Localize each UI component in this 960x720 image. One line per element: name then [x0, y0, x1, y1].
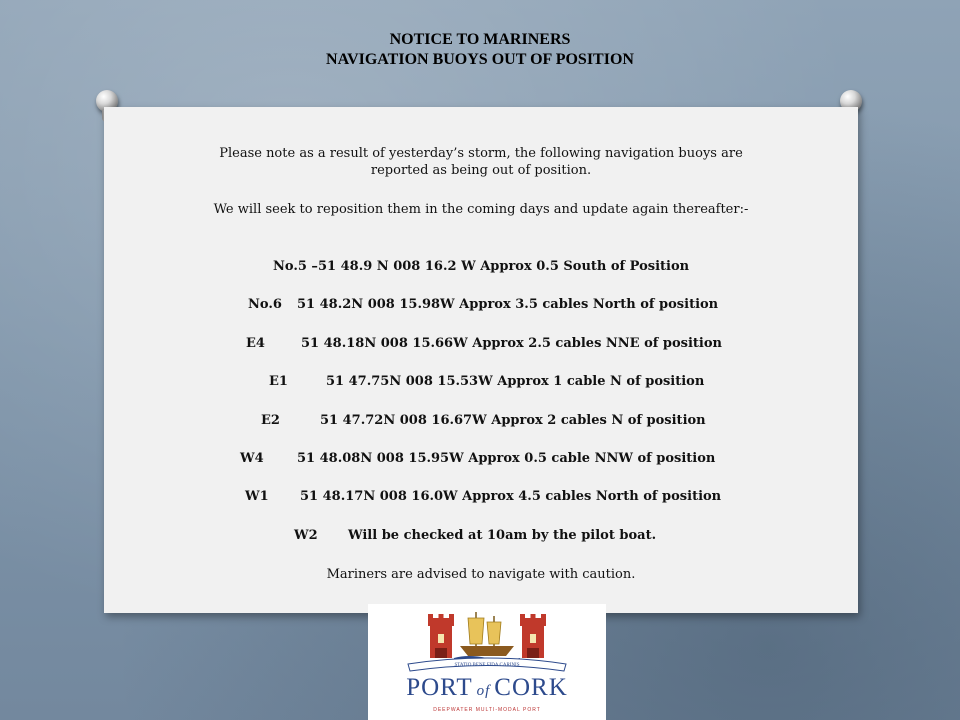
title-line-2: NAVIGATION BUOYS OUT OF POSITION: [326, 51, 634, 68]
logo-name-part1: PORT: [406, 674, 473, 701]
title-line-1: NOTICE TO MARINERS: [389, 31, 571, 48]
reposition-text: We will seek to reposition them in the coming days and update again thereafter:-: [213, 202, 749, 217]
buoy-detail: 51 47.72N 008 16.67W Approx 2 cables N of position: [320, 413, 706, 428]
intro-text: [104, 145, 858, 179]
buoy-id: E1: [269, 374, 288, 389]
buoy-id: W1: [245, 489, 269, 504]
logo-name-of: of: [476, 683, 491, 699]
buoy-row: [104, 336, 858, 354]
buoy-row: [104, 451, 858, 469]
port-of-cork-logo: [368, 604, 606, 720]
notice-card: [104, 107, 858, 613]
buoy-id: No.6: [248, 297, 282, 312]
buoy-row: [104, 489, 858, 507]
buoy-id: E4: [246, 336, 265, 351]
closing-text: Mariners are advised to navigate with caution.: [326, 567, 636, 582]
buoy-row: [104, 297, 858, 315]
crest-icon: [368, 604, 606, 676]
intro-line-1: Please note as a result of yesterday’s storm, the following navigation buoys are: [219, 146, 743, 161]
intro-line-2: reported as being out of position.: [370, 163, 592, 178]
buoy-detail: 51 48.9 N 008 16.2 W Approx 0.5 South of Position: [318, 259, 690, 274]
buoy-detail: 51 48.08N 008 15.95W Approx 0.5 cable NNW of position: [297, 451, 716, 466]
buoy-id: E2: [261, 413, 280, 428]
buoy-detail: 51 48.2N 008 15.98W Approx 3.5 cables North of position: [297, 297, 719, 312]
buoy-detail: Will be checked at 10am by the pilot boat.: [348, 528, 657, 543]
logo-name: [368, 674, 606, 702]
buoy-id: W2: [294, 528, 318, 543]
buoy-detail: 51 47.75N 008 15.53W Approx 1 cable N of position: [326, 374, 705, 389]
buoy-row: [104, 374, 858, 392]
slide-title: [0, 30, 960, 70]
buoy-detail: 51 48.18N 008 15.66W Approx 2.5 cables NNE of position: [301, 336, 722, 351]
logo-tagline: DEEPWATER MULTI-MODAL PORT: [433, 707, 541, 713]
crest-motto: STATIO BENE FIDA CARINIS: [454, 663, 520, 668]
buoy-detail: 51 48.17N 008 16.0W Approx 4.5 cables North of position: [300, 489, 722, 504]
buoy-id: W4: [240, 451, 264, 466]
buoy-id: No.5 –: [273, 259, 318, 274]
buoy-row: [104, 413, 858, 431]
buoy-row: [104, 528, 858, 546]
buoy-row: [104, 259, 858, 277]
logo-name-part2: CORK: [494, 674, 568, 701]
